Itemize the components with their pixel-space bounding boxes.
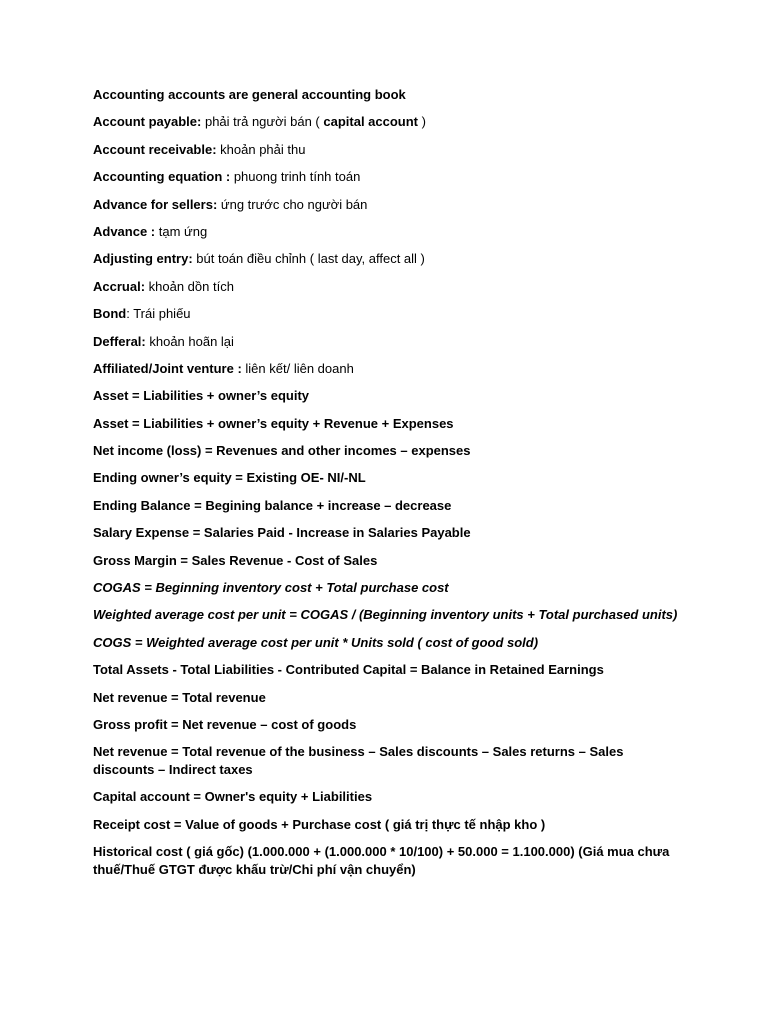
formula-line-ending-balance <box>93 497 683 515</box>
definition: khoản phải thu <box>220 141 306 157</box>
term: Adjusting entry: <box>93 251 197 267</box>
formula: Ending owner’s equity = Existing OE- NI/-NL <box>93 470 366 486</box>
formula-line-cogas <box>93 579 683 597</box>
formula: Asset = Liabilities + owner’s equity <box>93 388 310 404</box>
formula: Net revenue = Total revenue <box>93 689 266 705</box>
formula-line-net-income <box>93 442 683 460</box>
glossary-line-advance-for-sellers <box>93 196 683 214</box>
formula-line-weighted-average <box>93 606 683 624</box>
formula: Gross profit = Net revenue – cost of goods <box>93 716 357 732</box>
formula: Ending Balance = Begining balance + increase – decrease <box>93 497 452 513</box>
formula: Net income (loss) = Revenues and other incomes – expenses <box>93 443 471 459</box>
definition-end: ) <box>418 114 426 130</box>
formula-line-net-revenue-detailed <box>93 743 683 779</box>
glossary-line-affiliated <box>93 360 683 378</box>
definition: ứng trước cho người bán <box>220 196 368 212</box>
formula-line-historical-cost <box>93 843 683 879</box>
formula: Capital account = Owner's equity + Liabilities <box>93 789 373 805</box>
term: Bond <box>93 306 127 322</box>
formula-line-receipt-cost <box>93 816 683 834</box>
glossary-line-account-payable <box>93 113 683 131</box>
definition-bold: capital account <box>323 114 419 130</box>
definition: tạm ứng <box>158 223 208 239</box>
formula-line-ending-owners-equity <box>93 469 683 487</box>
formula: Gross Margin = Sales Revenue - Cost of Sales <box>93 552 378 568</box>
term: Accrual: <box>93 278 149 294</box>
formula: Receipt cost = Value of goods + Purchase cost ( giá trị thực tế nhập kho ) <box>93 816 546 832</box>
formula-line-gross-margin <box>93 552 683 570</box>
term: Advance : <box>93 223 159 239</box>
formula-line-gross-profit <box>93 716 683 734</box>
formula-line-cogs <box>93 634 683 652</box>
formula: Total Assets - Total Liabilities - Contributed Capital = Balance in Retained Earnings <box>93 662 604 678</box>
definition: : Trái phiếu <box>126 306 191 322</box>
formula: Weighted average cost per unit = COGAS / (Beginning inventory units + Total purchased units) <box>93 607 678 623</box>
definition: phuong trinh tính toán <box>233 169 361 185</box>
term: Accounting equation : <box>93 169 234 185</box>
formula: Net revenue = Total revenue of the business – Sales discounts – Sales returns – Sales discounts – Indirect taxes <box>93 744 624 778</box>
formula: Asset = Liabilities + owner’s equity + Revenue + Expenses <box>93 415 454 431</box>
formula: Salary Expense = Salaries Paid - Increase in Salaries Payable <box>93 525 471 541</box>
formula: Historical cost ( giá gốc) (1.000.000 + (1.000.000 * 10/100) + 50.000 = 1.100.000) (Giá mua chưa thuế/Thuế GTGT được khấu trừ/Chi phí vận chuyển) <box>93 844 670 878</box>
glossary-line-accounting-accounts <box>93 86 683 104</box>
formula-line-asset-extended <box>93 415 683 433</box>
term: Account payable: <box>93 114 205 130</box>
glossary-line-account-receivable <box>93 141 683 159</box>
formula-line-salary-expense <box>93 524 683 542</box>
glossary-line-adjusting-entry <box>93 250 683 268</box>
definition: khoản hoãn lại <box>149 333 234 349</box>
document-page <box>93 86 683 888</box>
definition: bút toán điều chỉnh ( last day, affect all ) <box>196 251 425 267</box>
definition: liên kết/ liên doanh <box>245 360 354 376</box>
formula-line-capital-account <box>93 788 683 806</box>
formula-line-retained-earnings <box>93 661 683 679</box>
definition: phải trả người bán ( <box>204 114 324 130</box>
glossary-line-advance <box>93 223 683 241</box>
term: Defferal: <box>93 333 150 349</box>
term: Advance for sellers: <box>93 196 221 212</box>
formula-line-asset-basic <box>93 387 683 405</box>
glossary-line-bond <box>93 305 683 323</box>
glossary-line-accounting-equation <box>93 168 683 186</box>
glossary-line-accrual <box>93 278 683 296</box>
term: Affiliated/Joint venture : <box>93 360 246 376</box>
definition: khoản dồn tích <box>148 278 234 294</box>
formula-line-net-revenue-simple <box>93 689 683 707</box>
glossary-line-defferal <box>93 333 683 351</box>
term: Account receivable: <box>93 141 221 157</box>
formula: COGS = Weighted average cost per unit * Units sold ( cost of good sold) <box>93 634 539 650</box>
formula: COGAS = Beginning inventory cost + Total purchase cost <box>93 580 449 596</box>
line-text: Accounting accounts are general accounting book <box>93 87 406 102</box>
